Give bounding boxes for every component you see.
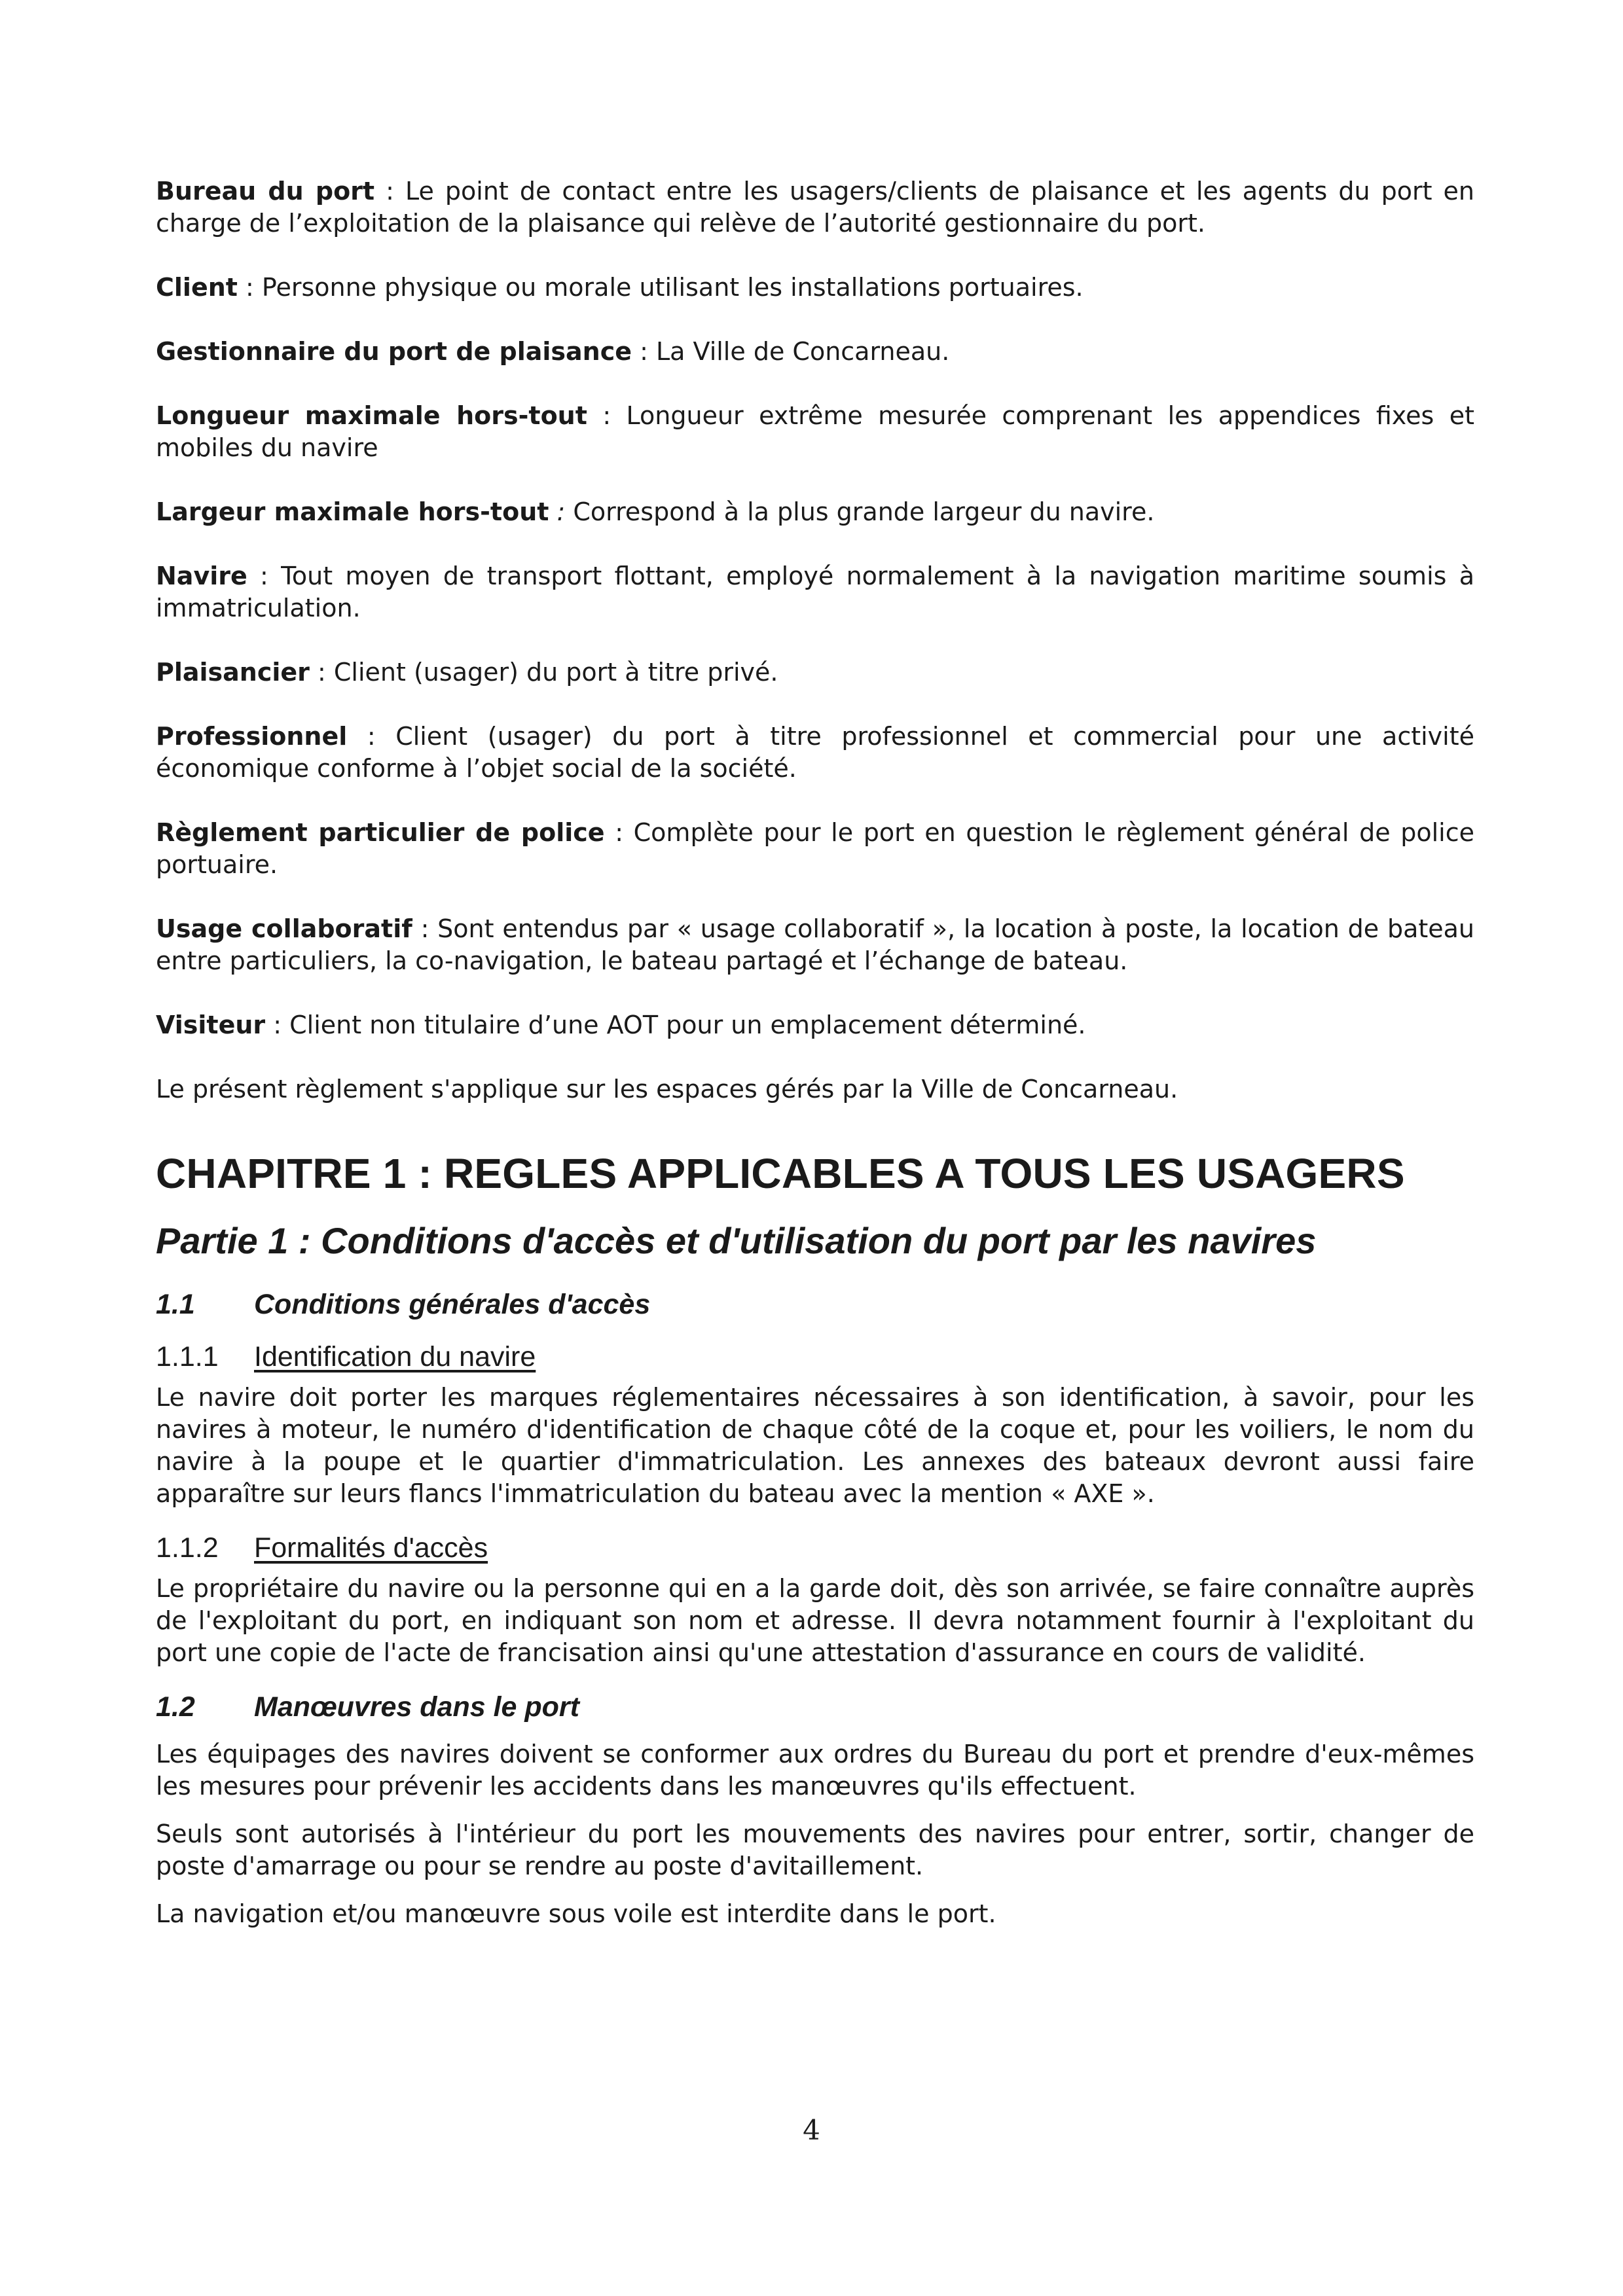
definition-professionnel: Professionnel : Client (usager) du port à titre professionnel et commercial pour une activité économique conforme à l’objet social de la société. [156,722,1474,783]
document-page [156,175,1474,1930]
definition-client: Client : Personne physique ou morale utilisant les installations portuaires. [156,273,1084,302]
definition-text: Personne physique ou morale utilisant les installations portuaires. [261,273,1084,302]
definition-longueur: Longueur maximale hors-tout : Longueur extrême mesurée comprenant les appendices fixes et mobiles du navire [156,401,1474,462]
section-heading-1-2 [156,1689,1474,1725]
definition-text: Sont entendus par « usage collaboratif », la location à poste, la location de bateau entre particuliers, la co-navigation, le bateau partagé et l’échange de bateau. [156,914,1474,975]
paragraph-identification: Le navire doit porter les marques réglementaires nécessaires à son identification, à savoir, pour les navires à moteur, le numéro d'identification de chaque côté de la coque et, pour les voiliers, le nom du navire à la poupe et le quartier d'immatriculation. Les annexes des bateaux devront aussi faire apparaître sur leurs flancs l'immatriculation du bateau avec la mention « AXE ». [156,1383,1474,1508]
definition-term: Bureau du port [156,177,375,206]
subsection-title: Formalités d'accès [254,1532,488,1564]
section-heading-1-1 [156,1286,1474,1323]
section-title: Conditions générales d'accès [254,1289,651,1320]
subsection-number: 1.1.2 [156,1532,219,1564]
definition-bureau-du-port: Bureau du port : Le point de contact entre les usagers/clients de plaisance et les agents du port en charge de l’exploitation de la plaisance qui relève de l’autorité gestionnaire du port. [156,177,1474,238]
subsection-heading-1-1-1 [156,1338,1474,1375]
definition-text: Longueur extrême mesurée comprenant les appendices fixes et mobiles du navire [156,401,1474,462]
chapter-title: CHAPITRE 1 : REGLES APPLICABLES A TOUS LES USAGERS [156,1150,1405,1197]
definition-text: Client (usager) du port à titre professionnel et commercial pour une activité économique conforme à l’objet social de la société. [156,722,1474,783]
paragraph-manoeuvres-1: Les équipages des navires doivent se conformer aux ordres du Bureau du port et prendre d'eux-mêmes les mesures pour prévenir les accidents dans les manœuvres qu'ils effectuent. [156,1740,1474,1801]
definition-text: Client non titulaire d’une AOT pour un emplacement déterminé. [289,1011,1086,1039]
partie-title: Partie 1 : Conditions d'accès et d'utilisation du port par les navires [156,1220,1317,1261]
definition-term: Usage collaboratif [156,914,412,943]
definition-navire: Navire : Tout moyen de transport flottant, employé normalement à la navigation maritime soumis à immatriculation. [156,562,1474,622]
definition-term: Gestionnaire du port de plaisance [156,337,632,366]
page-number: 4 [803,2114,820,2146]
definition-text: Client (usager) du port à titre privé. [333,658,778,687]
paragraph-manoeuvres-3: La navigation et/ou manœuvre sous voile est interdite dans le port. [156,1899,996,1928]
definition-text: Complète pour le port en question le règlement général de police portuaire. [156,818,1474,879]
definition-plaisancier: Plaisancier : Client (usager) du port à titre privé. [156,658,778,687]
definition-term: Visiteur [156,1011,266,1039]
scope-paragraph: Le présent règlement s'applique sur les espaces gérés par la Ville de Concarneau. [156,1075,1178,1103]
definition-text: Tout moyen de transport flottant, employé normalement à la navigation maritime soumis à immatriculation. [156,562,1474,622]
section-title: Manœuvres dans le port [254,1691,579,1723]
subsection-heading-1-1-2 [156,1530,1474,1566]
subsection-number: 1.1.1 [156,1341,219,1372]
definition-term: Client [156,273,238,302]
definition-term: Largeur maximale hors-tout [156,497,549,526]
paragraph-manoeuvres-2: Seuls sont autorisés à l'intérieur du port les mouvements des navires pour entrer, sortir, changer de poste d'amarrage ou pour se rendre au poste d'avitaillement. [156,1820,1474,1880]
definition-term: Navire [156,562,247,590]
definition-gestionnaire: Gestionnaire du port de plaisance : La Ville de Concarneau. [156,337,950,366]
definition-largeur: Largeur maximale hors-tout : Correspond à la plus grande largeur du navire. [156,497,1155,526]
definition-term: Professionnel [156,722,348,751]
definition-usage-collaboratif: Usage collaboratif : Sont entendus par « usage collaboratif », la location à poste, la location de bateau entre particuliers, la co-navigation, le bateau partagé et l’échange de bateau. [156,914,1474,975]
subsection-title: Identification du navire [254,1341,536,1372]
definition-visiteur: Visiteur : Client non titulaire d’une AOT pour un emplacement déterminé. [156,1011,1086,1039]
section-number: 1.1 [156,1289,195,1320]
definition-reglement: Règlement particulier de police : Complète pour le port en question le règlement général de police portuaire. [156,818,1474,879]
section-number: 1.2 [156,1691,195,1723]
definition-term: Règlement particulier de police [156,818,605,847]
definition-text: Le point de contact entre les usagers/clients de plaisance et les agents du port en charge de l’exploitation de la plaisance qui relève de l’autorité gestionnaire du port. [156,177,1474,238]
paragraph-formalites: Le propriétaire du navire ou la personne qui en a la garde doit, dès son arrivée, se faire connaître auprès de l'exploitant du port, en indiquant son nom et adresse. Il devra notamment fournir à l'exploitant du port une copie de l'acte de francisation ainsi qu'une attestation d'assurance en cours de validité. [156,1574,1474,1667]
definition-term: Plaisancier [156,658,310,687]
definition-term: Longueur maximale hors-tout [156,401,587,430]
definition-text: La Ville de Concarneau. [656,337,950,366]
definition-text: Correspond à la plus grande largeur du navire. [573,497,1155,526]
